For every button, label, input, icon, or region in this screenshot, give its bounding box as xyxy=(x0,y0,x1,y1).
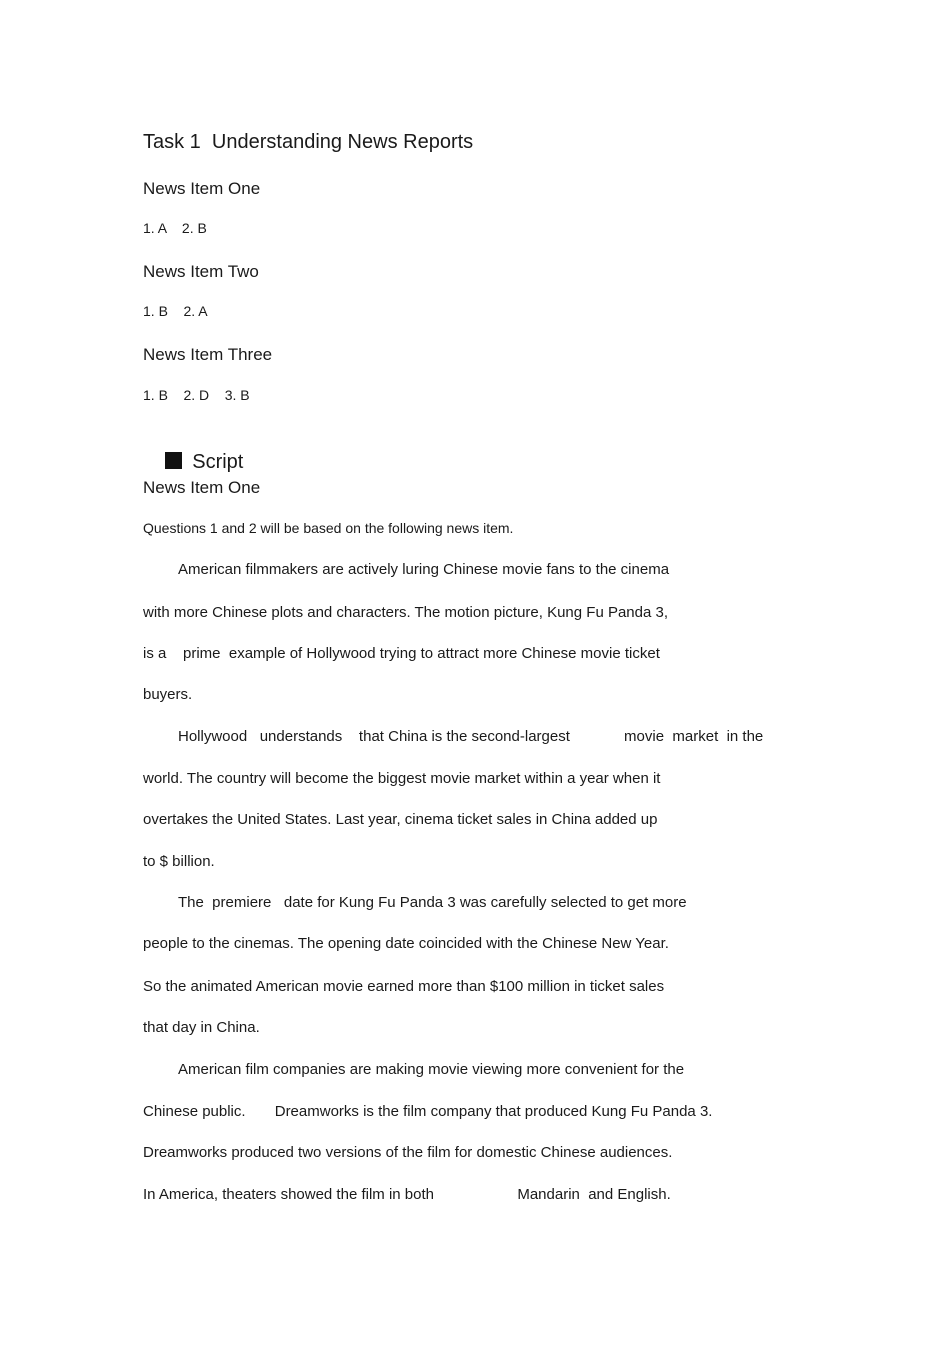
script-line: buyers. xyxy=(143,686,193,703)
answer-heading-item-three: News Item Three xyxy=(143,345,273,364)
script-line: world. The country will become the biggest movie market within a year when it xyxy=(143,770,661,787)
task-title: Task 1 Understanding News Reports xyxy=(143,131,474,153)
script-line: So the animated American movie earned more than $100 million in ticket sales xyxy=(143,978,665,995)
script-line: American filmmakers are actively luring Chinese movie fans to the cinema xyxy=(178,561,670,578)
script-item-heading: News Item One xyxy=(143,478,261,497)
answer-key-item-one: 1. A 2. B xyxy=(143,220,207,236)
script-heading-label: Script xyxy=(192,451,244,473)
answer-key-item-two: 1. B 2. A xyxy=(143,303,208,319)
script-line: with more Chinese plots and characters. The motion picture, Kung Fu Panda 3, xyxy=(143,604,669,621)
script-line: Chinese public. Dreamworks is the film company that produced Kung Fu Panda 3. xyxy=(143,1103,713,1120)
script-line: that day in China. xyxy=(143,1019,260,1036)
answer-heading-item-one: News Item One xyxy=(143,179,261,198)
script-line: Dreamworks produced two versions of the film for domestic Chinese audiences. xyxy=(143,1144,673,1161)
script-line: In America, theaters showed the film in both Mandarin and English. xyxy=(143,1186,671,1203)
script-line: to $ billion. xyxy=(143,853,215,870)
script-line: people to the cinemas. The opening date coincided with the Chinese New Year. xyxy=(143,935,669,952)
script-line: Hollywood understands that China is the second-largest movie market in the xyxy=(178,728,764,745)
answer-key-item-three: 1. B 2. D 3. B xyxy=(143,387,250,403)
script-line: The premiere date for Kung Fu Panda 3 was carefully selected to get more xyxy=(178,894,687,911)
script-line: overtakes the United States. Last year, cinema ticket sales in China added up xyxy=(143,811,658,828)
black-square-icon xyxy=(165,452,182,469)
script-line: is a prime example of Hollywood trying to attract more Chinese movie ticket xyxy=(143,645,660,662)
script-intro: Questions 1 and 2 will be based on the following news item. xyxy=(143,520,514,536)
answer-heading-item-two: News Item Two xyxy=(143,262,259,281)
script-line: American film companies are making movie viewing more convenient for the xyxy=(178,1061,685,1078)
